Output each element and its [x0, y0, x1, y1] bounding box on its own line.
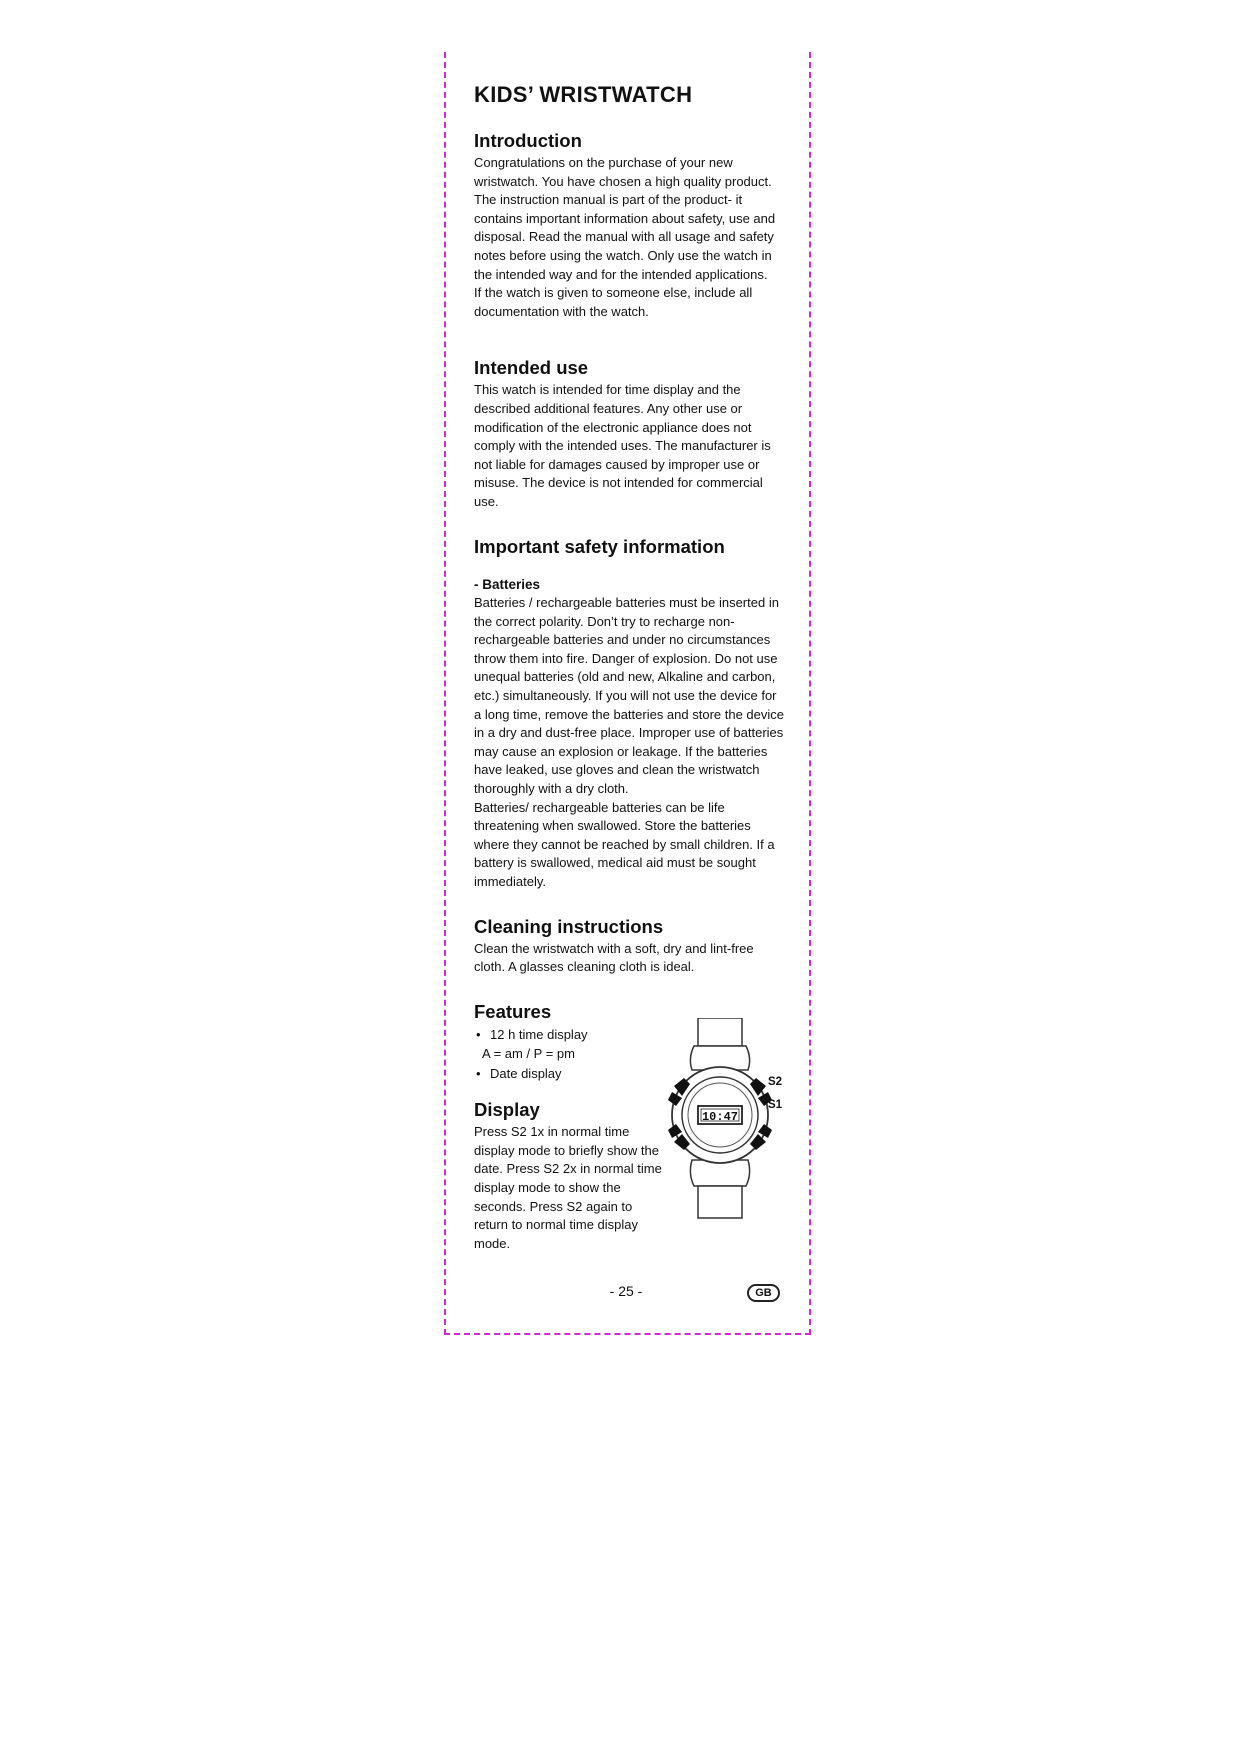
wristwatch-illustration [656, 1018, 796, 1248]
introduction-heading: Introduction [474, 130, 582, 151]
display-heading: Display [474, 1099, 540, 1121]
watch-time-display: 10:47 [701, 1110, 739, 1124]
language-badge: GB [747, 1284, 780, 1302]
intended-use-heading: Intended use [474, 357, 589, 379]
intended-use-section [474, 357, 786, 511]
feature-item-date: • Date display [474, 1064, 664, 1084]
introduction-paragraph-1: Congratulations on the purchase of your new wristwatch. You have chosen a high quality product. The instruction manual is part of the product- it contains important information about safety, use and disposal. Read the manual with all usage and safety notes before using the watch. Only use the watch in the intended way and for the intended applications. [474, 155, 776, 282]
display-paragraph: Press S2 1x in normal time display mode to briefly show the date. Press S2 2x in normal time display mode to show the seconds. Press S2 again to return to normal time display mode. [474, 1124, 662, 1251]
s1-button-label: S1 [768, 1099, 783, 1111]
cleaning-section [474, 916, 786, 977]
feature-item-note: A = am / P = pm [482, 1046, 575, 1062]
introduction-section [474, 130, 786, 321]
batteries-paragraph-2: Batteries/ rechargeable batteries can be life threatening when swallowed. Store the batteries where they cannot be reached by small children. If a battery is swallowed, medical aid must be sought immediately. [474, 799, 775, 889]
batteries-paragraph-1: Batteries / rechargeable batteries must be inserted in the correct polarity. Don’t try to recharge non-rechargeable batteries and under no circumstances throw them into fire. Danger of explosion. Do not use unequal batteries (old and new, Alkaline and carbon, etc.) simultaneously. If you will not use the device for a long time, remove the batteries and store the device in a dry and dust-free place. Improper use of batteries may cause an explosion or leakage. If the batteries have leaked, use gloves and clean the wristwatch thoroughly with a dry cloth. [474, 595, 785, 797]
features-list [474, 1025, 664, 1084]
cleaning-heading: Cleaning instructions [474, 915, 664, 937]
safety-heading: Important safety information [474, 535, 725, 557]
s2-button-label: S2 [768, 1076, 783, 1088]
feature-item-time: • 12 h time display [474, 1025, 664, 1045]
cleaning-paragraph: Clean the wristwatch with a soft, dry and lint-free cloth. A glasses cleaning cloth is ideal. [474, 940, 754, 975]
intended-use-paragraph: This watch is intended for time display and the described additional features. Any other use or modification of the electronic appliance does not comply with the intended uses. The manufacturer is not liable for damages caused by improper use or misuse. The device is not intended for commercial use. [474, 382, 771, 509]
safety-section [474, 536, 786, 892]
page-number: - 25 - [609, 1283, 643, 1299]
watch-drawing [656, 1018, 796, 1248]
bullet-icon: • [476, 1026, 481, 1042]
features-heading: Features [474, 1000, 552, 1022]
features-section [474, 1001, 664, 1084]
introduction-paragraph-2: If the watch is given to someone else, include all documentation with the watch. [474, 285, 753, 319]
bullet-icon: • [476, 1065, 481, 1081]
batteries-subheading: - Batteries [474, 576, 541, 592]
document-title: KIDS’ WRISTWATCH [474, 82, 693, 107]
display-section [474, 1099, 664, 1253]
